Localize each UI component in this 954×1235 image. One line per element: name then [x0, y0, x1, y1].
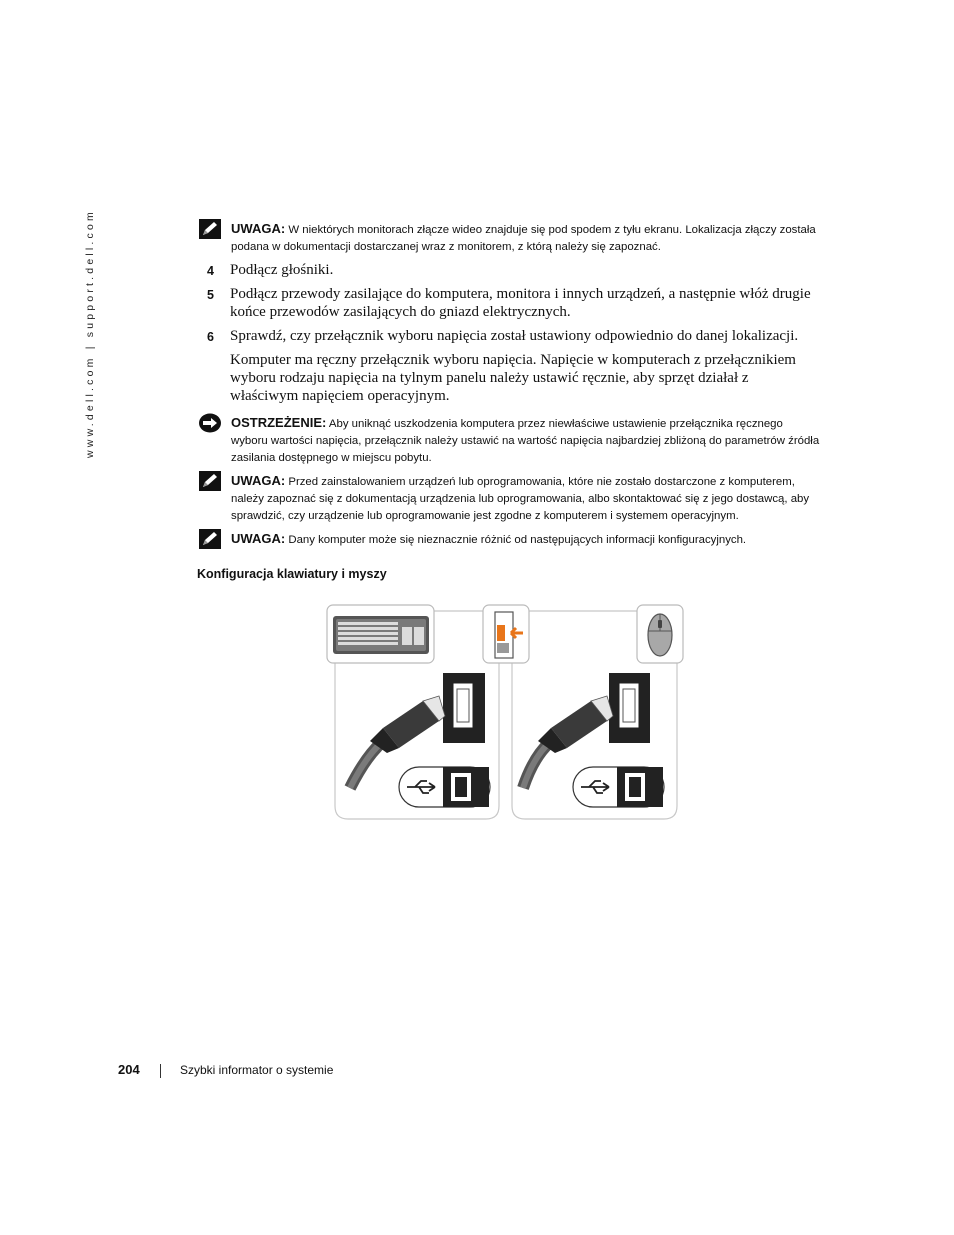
keyboard-icon [327, 605, 434, 663]
pencil-note-icon [199, 219, 221, 239]
usb-symbol-label-right [573, 767, 664, 807]
step-text: Podłącz przewody zasilające do komputera, monitora i innych urządzeń, a następnie włóż drugie końce przewodów zasilających do gniazd elektrycznych. [230, 286, 811, 320]
step-text: Podłącz głośniki. [230, 262, 334, 278]
note-text: Dany komputer może się nieznacznie różnić od następujących informacji konfiguracyjnych. [288, 534, 747, 546]
usb-symbol-label-left [399, 767, 490, 807]
note-lead: UWAGA: [231, 221, 286, 236]
sidebar-url: www.dell.com | support.dell.com [84, 209, 96, 458]
note-text: W niektórych monitorach złącze wideo znajduje się pod spodem z tyłu ekranu. Lokalizacja złączy została podana w dokumentacji dostarczanej wraz z monitorem, z którą należy się zapoznać. [231, 224, 816, 253]
note-text: Przed zainstalowaniem urządzeń lub oprogramowania, które nie zostało dostarczone z komputerem, należy zapoznać się z dokumentacją urządzenia lub oprogramowania, albo skontaktować się z jego dostawcą, aby sprawdzić, czy urządzenie lub oprogramowanie jest zgodne z komputerem i systemem operacyjnym. [231, 476, 810, 522]
footer-title: Szybki informator o systemie [180, 1063, 334, 1077]
step-number: 4 [207, 264, 214, 278]
step-text: Sprawdź, czy przełącznik wyboru napięcia został ustawiony odpowiednio do danej lokalizacji. [230, 328, 799, 344]
usb-port-locator-icon [483, 605, 529, 663]
page-number: 204 [118, 1062, 140, 1077]
step-number: 6 [207, 330, 214, 344]
step-number: 5 [207, 288, 214, 302]
step-detail-paragraph: Komputer ma ręczny przełącznik wyboru napięcia. Napięcie w komputerach z przełącznikiem wyboru rodzaju napięcia na tylnym panelu należy ustawić ręcznie, aby sprzęt działał z właściwym napięciem operacyjnym. [230, 352, 796, 404]
note-compatibility [231, 472, 821, 525]
note-monitor-connector [231, 220, 821, 256]
footer-divider [160, 1064, 161, 1078]
note-lead: UWAGA: [231, 473, 286, 488]
pencil-note-icon [199, 529, 221, 549]
warning-lead: OSTRZEŻENIE: [231, 415, 327, 430]
warning-text: Aby uniknąć uszkodzenia komputera przez niewłaściwe ustawienie przełącznika ręcznego wyboru wartości napięcia, przełącznik należy ustawić na wartość napięcia najbardziej zbliżoną do parametrów źródła zasilania dostępnego w miejscu pobytu. [231, 418, 820, 464]
note-config-differs [231, 530, 821, 549]
pencil-note-icon [199, 471, 221, 491]
warning-voltage [231, 414, 821, 467]
keyboard-mouse-usb-illustration [325, 603, 685, 825]
note-lead: UWAGA: [231, 531, 286, 546]
section-heading: Konfiguracja klawiatury i myszy [197, 567, 387, 581]
notice-hand-icon [199, 413, 221, 433]
mouse-icon [637, 605, 683, 663]
